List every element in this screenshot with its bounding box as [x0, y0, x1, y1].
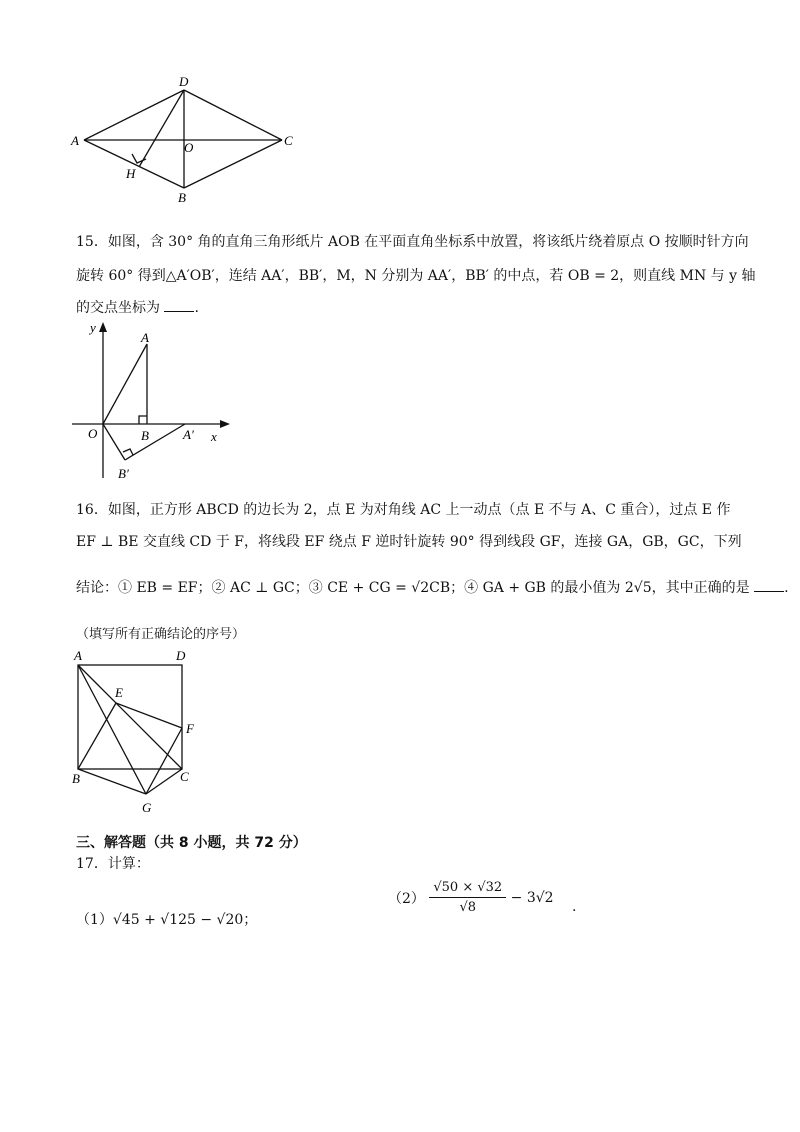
segment-BG — [78, 769, 146, 794]
q15-line-3-text: 的交点坐标为 — [76, 300, 160, 316]
segment-OA — [103, 344, 147, 424]
label-B: B — [141, 428, 149, 443]
q16-note: （填写所有正确结论的序号） — [76, 627, 246, 642]
q15-line-3-end: . — [194, 300, 199, 316]
figure-square — [66, 645, 206, 820]
y-axis-arrow — [99, 322, 107, 332]
q17-part-2-denominator: √8 — [459, 900, 477, 915]
label-A: A — [71, 133, 79, 148]
q15-line-1: 15．如图，含 30° 角的直角三角形纸片 AOB 在平面直角坐标系中放置，将该纸片绕着原点 O 按顺时针方向 — [76, 234, 749, 250]
answer-blank-q16[interactable] — [754, 577, 784, 592]
q16-line-2: EF ⊥ BE 交直线 CD 于 F，将线段 EF 绕点 F 逆时针旋转 90° 得到线段 GF，连接 GA，GB，GC，下列 — [76, 534, 742, 550]
label-x: x — [211, 429, 217, 444]
label-B: B — [72, 771, 80, 786]
label-y: y — [90, 320, 96, 335]
label-D: D — [179, 74, 189, 89]
segment-CG — [146, 769, 182, 794]
q17-part-2-end: . — [572, 899, 577, 915]
label-E: E — [115, 685, 123, 700]
q17-title: 17．计算： — [76, 856, 150, 872]
q17-part-1-expression: √45 + √125 − √20； — [112, 912, 258, 928]
q17-part-2-tail: − 3√2 — [510, 889, 554, 906]
q17-part-2-label: （2） — [388, 890, 425, 907]
figure-coordinate-plane — [70, 318, 240, 483]
label-A-prime: A′ — [183, 427, 194, 442]
x-axis-arrow — [220, 420, 230, 428]
segment-BE — [78, 703, 116, 769]
diagonal-AC — [78, 665, 182, 769]
q17-part-1 — [76, 910, 257, 930]
label-B-prime: B′ — [118, 466, 129, 481]
right-angle-mark-B-prime — [123, 449, 133, 455]
label-H: H — [126, 166, 136, 181]
label-C: C — [284, 133, 293, 148]
q15-line-3 — [76, 297, 199, 318]
q16-line-3 — [76, 577, 789, 598]
label-O: O — [184, 140, 194, 155]
q17-part-2-numerator: √50 × √32 — [429, 880, 506, 898]
answer-blank-q15[interactable] — [164, 297, 194, 312]
label-A: A — [141, 330, 149, 345]
q17-part-1-label: （1） — [76, 912, 113, 928]
label-D: D — [176, 648, 186, 663]
label-C: C — [180, 769, 189, 784]
q17-part-2 — [388, 880, 576, 915]
label-F: F — [186, 721, 194, 736]
q17-part-2-fraction — [429, 880, 506, 915]
segment-OB-prime — [103, 424, 125, 460]
segment-B-prime-A-prime — [125, 424, 185, 460]
label-O: O — [88, 426, 98, 441]
right-angle-mark-B — [139, 416, 147, 424]
label-G: G — [142, 800, 152, 815]
label-A: A — [74, 648, 82, 663]
figure-rhombus — [60, 70, 310, 210]
q16-line-3-text: 结论：① EB = EF；② AC ⊥ GC；③ CE + CG = √2CB；④ GA + GB 的最小值为 2√5，其中正确的是 — [76, 580, 750, 596]
edge-DC — [184, 90, 282, 140]
q16-line-1: 16．如图，正方形 ABCD 的边长为 2，点 E 为对角线 AC 上一动点（点 E 不与 A、C 重合），过点 E 作 — [76, 502, 731, 518]
segment-EF — [116, 703, 182, 728]
label-B: B — [178, 190, 186, 205]
edge-CB — [184, 140, 282, 188]
segment-AG — [78, 665, 146, 794]
q16-line-3-end: . — [784, 580, 789, 596]
section-heading: 三、解答题（共 8 小题，共 72 分） — [76, 835, 307, 851]
q15-line-2: 旋转 60° 得到△A′OB′，连结 AA′，BB′，M，N 分别为 AA′，BB′ 的中点，若 OB = 2，则直线 MN 与 y 轴 — [76, 268, 756, 284]
